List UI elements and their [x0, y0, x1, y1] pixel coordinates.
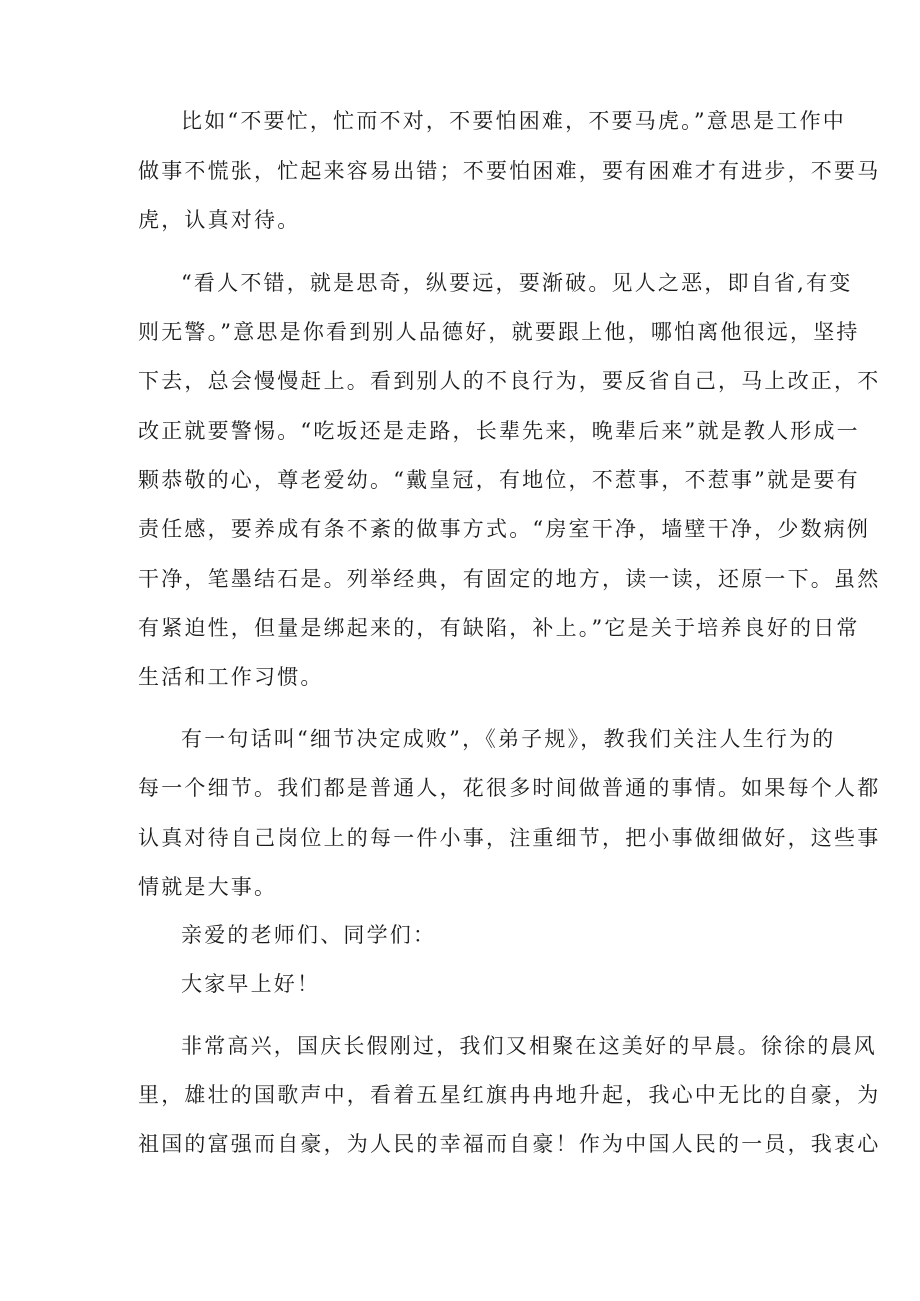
paragraph-6-line-3: 祖国的富强而自豪，为人民的幸福而自豪！作为中国人民的一员，我衷心	[138, 1132, 881, 1156]
paragraph-2-line-6: 责任感，要养成有条不紊的做事方式。“房室干净，墙壁干净，少数病例	[138, 517, 871, 541]
text-line	[0, 413, 920, 449]
paragraph-3-line-1: 有一句话叫“细节决定成败”，《弟子规》，教我们关注人生行为的	[181, 727, 836, 751]
paragraph-3-line-3: 认真对待自己岗位上的每一件小事，注重细节，把小事做细做好，这些事	[138, 826, 881, 850]
text-line	[0, 820, 920, 856]
text-line	[0, 610, 920, 646]
paragraph-1-line-2: 做事不慌张，忙起来容易出错；不要怕困难，要有困难才有进步，不要马	[138, 159, 881, 183]
text-line	[0, 202, 920, 238]
paragraph-1-line-1: 比如“不要忙，忙而不对，不要怕困难，不要马虎。”意思是工作中	[181, 109, 846, 133]
text-line	[0, 314, 920, 350]
paragraph-2-line-4: 改正就要警惕。“吃坂还是走路，长辈先来，晚辈后来”就是教人形成一	[138, 419, 860, 443]
text-line	[0, 103, 920, 139]
text-line	[0, 869, 920, 905]
text-line	[0, 966, 920, 1002]
paragraph-6-line-1: 非常高兴，国庆长假刚过，我们又相聚在这美好的早晨。徐徐的晨风	[181, 1034, 877, 1058]
paragraph-2-line-2: 则无警。”意思是你看到别人品德好，就要跟上他，哪怕离他很远，坚持	[138, 320, 860, 344]
text-line	[0, 265, 920, 301]
paragraph-2-line-1: “看人不错，就是思奇，纵要远，要渐破。见人之恶，即自省,有变	[181, 271, 853, 295]
text-line	[0, 721, 920, 757]
text-line	[0, 917, 920, 953]
text-line	[0, 462, 920, 498]
paragraph-2-line-9: 生活和工作习惯。	[138, 665, 324, 689]
text-line	[0, 153, 920, 189]
greeting-morning: 大家早上好！	[181, 972, 321, 996]
text-line	[0, 363, 920, 399]
text-line	[0, 659, 920, 695]
text-line	[0, 561, 920, 597]
paragraph-3-line-2: 每一个细节。我们都是普通人，花很多时间做普通的事情。如果每个人都	[138, 776, 881, 800]
paragraph-2-line-8: 有紧迫性，但量是绑起来的，有缺陷，补上。”它是关于培养良好的日常	[138, 616, 860, 640]
text-line	[0, 511, 920, 547]
paragraph-2-line-3: 下去，总会慢慢赶上。看到别人的不良行为，要反省自己，马上改正，不	[138, 369, 881, 393]
text-line	[0, 1028, 920, 1064]
text-line	[0, 1126, 920, 1162]
text-line	[0, 1077, 920, 1113]
paragraph-3-line-4: 情就是大事。	[138, 875, 278, 899]
paragraph-2-line-5: 颗恭敬的心，尊老爱幼。“戴皇冠，有地位，不惹事，不惹事”就是要有	[138, 468, 860, 492]
text-line	[0, 770, 920, 806]
greeting-salutation: 亲爱的老师们、同学们：	[181, 923, 437, 947]
paragraph-1-line-3: 虎，认真对待。	[138, 208, 301, 232]
paragraph-6-line-2: 里，雄壮的国歌声中，看着五星红旗冉冉地升起，我心中无比的自豪，为	[138, 1083, 881, 1107]
paragraph-2-line-7: 干净，笔墨结石是。列举经典，有固定的地方，读一读，还原一下。虽然	[138, 567, 881, 591]
